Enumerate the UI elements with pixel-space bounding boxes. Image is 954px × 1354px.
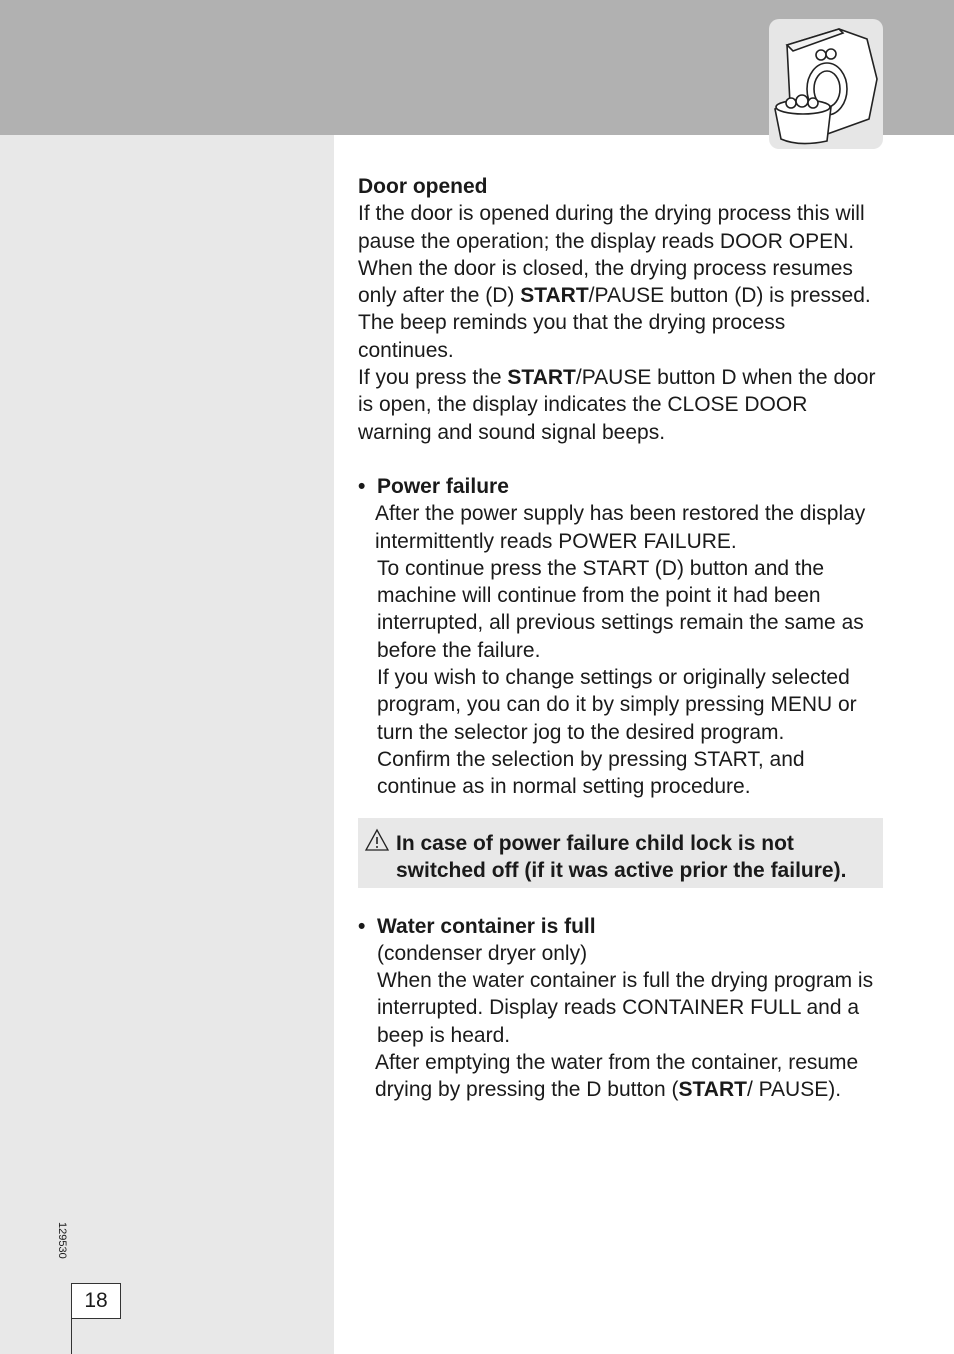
page-number-rule [71, 1318, 72, 1354]
section-title-water-container: • Water container is full [358, 913, 878, 940]
washing-machine-mascot-icon [769, 19, 883, 149]
warning-box [358, 818, 883, 888]
door-paragraph-1: If the door is opened during the drying process this will pause the operation; the display reads DOOR OPEN. [358, 202, 865, 253]
power-paragraph-3: If you wish to change settings or originally selected program, you can do it by simply pressing MENU or turn the selector jog to the desired program. [377, 666, 857, 744]
water-paragraph-2: When the water container is full the drying program is interrupted. Display reads CONTAINER FULL and a beep is heard. [377, 969, 874, 1047]
warning-triangle-icon [364, 828, 390, 859]
power-paragraph-1: After the power supply has been restored the display intermittently reads POWER FAILURE. [375, 502, 866, 553]
door-paragraph-2: When the door is closed, the drying process resumes only after the (D) START/PAUSE button (D) is pressed. The beep reminds you that the drying process continues. [358, 256, 871, 362]
document-code: 129530 [56, 1222, 68, 1259]
left-margin-column [0, 135, 334, 1354]
warning-text: In case of power failure child lock is not switched off (if it was active prior the failure). [396, 831, 847, 882]
water-paragraph-1: (condenser dryer only) [377, 941, 588, 965]
water-paragraph-3: After emptying the water from the container, resume drying by pressing the D button (START/ PAUSE). [375, 1051, 859, 1102]
section-title-power-failure: • Power failure [358, 473, 878, 500]
main-content [358, 173, 878, 1104]
power-paragraph-2: To continue press the START (D) button and the machine will continue from the point it had been interrupted, all previous settings remain the same as before the failure. [377, 556, 864, 662]
page-number: 18 [71, 1283, 121, 1319]
power-paragraph-4: Confirm the selection by pressing START, and continue as in normal setting procedure. [377, 747, 805, 799]
section-title-door-opened: Door opened [358, 175, 488, 198]
door-paragraph-3: If you press the START/PAUSE button D when the door is open, the display indicates the CLOSE DOOR warning and sound signal beeps. [358, 366, 876, 444]
